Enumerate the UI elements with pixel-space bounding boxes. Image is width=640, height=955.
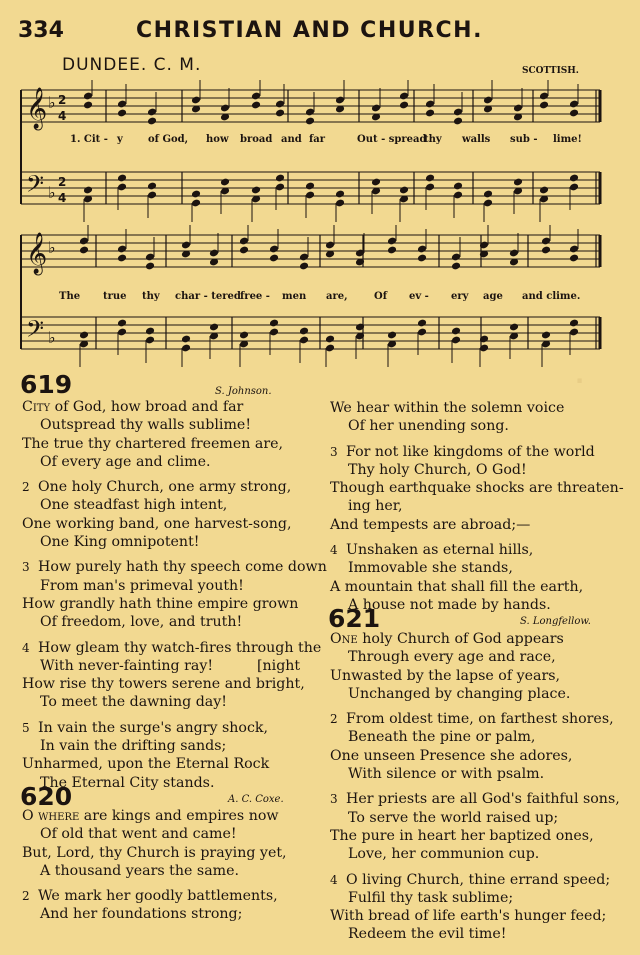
stanza-line: Of old that went and came!	[40, 826, 237, 843]
stanza-line: In vain the drifting sands;	[40, 738, 227, 755]
stanza-line: To meet the dawning day!	[40, 694, 227, 711]
stanza-line	[22, 719, 327, 737]
note-head	[299, 262, 309, 271]
lyric-syllable: Out - spread	[357, 134, 427, 145]
time-signature-top: 2	[58, 93, 67, 107]
flat-sign-icon: ♭	[48, 328, 56, 347]
note-head	[371, 178, 381, 187]
lyric-syllable: char - tered	[175, 291, 241, 302]
hymn-619-number: 619	[20, 370, 73, 399]
note-head	[425, 109, 435, 118]
note-head	[79, 331, 89, 340]
note-head	[79, 246, 89, 255]
stanza-line: Through every age and race,	[348, 649, 556, 666]
stanza-line: How grandly hath thine empire grown	[22, 595, 299, 612]
lyric-syllable: how	[206, 134, 229, 145]
bleed-through-mark: ·	[575, 367, 585, 395]
line-text: O living Church, thine errand speed;	[346, 871, 611, 888]
stanza	[22, 639, 327, 712]
line-text: In vain the surge's angry shock,	[38, 719, 269, 736]
stanza-line	[330, 710, 620, 728]
lyric-syllable: ev -	[409, 291, 429, 302]
time-signature-bottom: 4	[58, 191, 67, 205]
line-text: One holy Church, one army strong,	[38, 479, 292, 496]
note-head	[269, 254, 279, 263]
stanza	[330, 443, 624, 534]
note-head	[299, 327, 309, 336]
stanza-number: 2	[22, 889, 30, 904]
stanza-line: With never-fainting ray! [night	[40, 657, 301, 674]
page-number: 334	[18, 18, 64, 43]
line-text: of God, how broad and far	[50, 399, 244, 415]
hymn-621-text	[330, 630, 620, 951]
stanza-number: 4	[22, 640, 30, 655]
stanza-line	[22, 807, 287, 825]
hymn-620-text-part-2	[330, 399, 624, 621]
note-head	[145, 327, 155, 336]
note-head	[147, 182, 157, 191]
stanza-line: Unchanged by changing place.	[348, 685, 571, 702]
lyric-syllable: y	[117, 134, 123, 145]
note-head	[399, 186, 409, 195]
treble-clef-icon: 𝄞	[26, 233, 48, 274]
stanza-line: A house not made by hands.	[348, 596, 551, 613]
lyric-syllable: walls	[462, 134, 491, 145]
hymn-621-author: S. Longfellow.	[520, 616, 591, 627]
note-head	[251, 186, 261, 195]
stanza-number: 5	[22, 720, 30, 735]
page-title: CHRISTIAN AND CHURCH.	[136, 18, 483, 43]
stanza-line: But, Lord, thy Church is praying yet,	[22, 844, 287, 861]
lyric-syllable: broad	[240, 134, 273, 145]
note-head	[191, 190, 201, 199]
stanza	[330, 871, 620, 944]
lyric-syllable: true	[103, 291, 127, 302]
lyric-syllable: thy	[142, 291, 160, 302]
line-text: Her priests are all God's faithful sons,	[346, 791, 620, 808]
stanza	[22, 719, 327, 792]
stanza-line: Love, her communion cup.	[348, 846, 540, 863]
note-head	[117, 319, 127, 328]
stanza-line: The pure in heart her baptized ones,	[330, 827, 594, 844]
note-head	[335, 190, 345, 199]
flat-sign-icon: ♭	[48, 183, 56, 202]
note-head	[451, 262, 461, 271]
note-head	[569, 319, 579, 328]
stanza-line	[22, 478, 327, 496]
lyric-syllable: The	[59, 291, 81, 302]
note-head	[387, 246, 397, 255]
stanza-line: One King omnipotent!	[40, 534, 200, 551]
stanza-line	[22, 398, 327, 416]
stanza-line: The Eternal City stands.	[40, 774, 215, 791]
note-head	[417, 254, 427, 263]
hymn-619-text	[22, 398, 327, 799]
bass-clef-icon: 𝄢	[26, 315, 45, 348]
note-head	[83, 101, 93, 110]
stanza-line: We hear within the solemn voice	[330, 400, 565, 416]
stanza-line	[330, 871, 620, 889]
lyric-syllable: of God,	[148, 134, 189, 145]
stanza	[22, 807, 287, 880]
note-head	[220, 178, 230, 187]
stanza-line: And her foundations strong;	[40, 906, 243, 923]
first-words: One	[330, 631, 358, 647]
stanza-line: One working band, one harvest-song,	[22, 515, 292, 532]
note-head	[541, 331, 551, 340]
stanza-line	[330, 541, 624, 559]
flat-sign-icon: ♭	[48, 93, 56, 112]
line-text: For not like kingdoms of the world	[346, 443, 595, 460]
note-head	[399, 101, 409, 110]
line-text: From oldest time, on farthest shores,	[346, 711, 614, 728]
stanza	[22, 558, 327, 631]
stanza-line: Though earthquake shocks are threaten-	[330, 480, 624, 497]
note-head	[239, 331, 249, 340]
note-head	[83, 186, 93, 195]
stanza-line: Immovable she stands,	[348, 560, 513, 577]
stanza-line: Fulfil thy task sublime;	[348, 889, 514, 906]
stanza-line: With silence or with psalm.	[348, 766, 545, 783]
treble-clef-icon: 𝄞	[26, 88, 48, 129]
stanza-line: Redeem the evil time!	[348, 926, 507, 943]
stanza-line: ing her,	[348, 498, 403, 515]
stanza-continued	[330, 399, 624, 436]
stanza	[330, 710, 620, 783]
note-head	[569, 254, 579, 263]
lyric-syllable: and	[281, 134, 302, 145]
note-head	[147, 117, 157, 126]
stanza-number: 2	[22, 480, 30, 495]
line-text: How gleam thy watch-fires through the	[38, 639, 322, 656]
stanza-line: Of freedom, love, and truth!	[40, 614, 243, 631]
bass-clef-icon: 𝄢	[26, 170, 45, 203]
hymn-619-author: S. Johnson.	[215, 386, 272, 397]
stanza-line: One steadfast high intent,	[40, 497, 228, 514]
stanza-line: How rise thy towers serene and bright,	[22, 676, 305, 693]
stanza-number: 3	[330, 444, 338, 459]
note-head	[541, 246, 551, 255]
tune-composer: SCOTTISH.	[522, 66, 579, 76]
note-head	[539, 101, 549, 110]
note-head	[569, 109, 579, 118]
stanza-line: A mountain that shall fill the earth,	[330, 578, 584, 595]
line-text: How purely hath thy speech come down	[38, 559, 327, 576]
note-head	[417, 319, 427, 328]
music-system-1	[18, 80, 608, 222]
line-text: are kings and empires now	[79, 808, 279, 824]
stanza	[22, 478, 327, 551]
hymn-620-author: A. C. Coxe.	[228, 794, 284, 805]
stanza-line	[330, 790, 620, 808]
note-head	[539, 186, 549, 195]
stanza-line	[330, 630, 620, 648]
note-head	[117, 254, 127, 263]
note-head	[209, 323, 219, 332]
note-head	[275, 174, 285, 183]
line-text: Unshaken as eternal hills,	[346, 542, 534, 559]
stanza	[22, 398, 327, 471]
lyric-syllable: far	[309, 134, 326, 145]
stanza-line: From man's primeval youth!	[40, 577, 244, 594]
lyric-syllable: are,	[326, 291, 348, 302]
note-head	[513, 178, 523, 187]
note-head	[453, 182, 463, 191]
lyric-syllable: thy	[424, 134, 442, 145]
note-head	[181, 335, 191, 344]
note-head	[239, 246, 249, 255]
stanza-line: Unwasted by the lapse of years,	[330, 667, 561, 684]
note-head	[251, 101, 261, 110]
note-head	[117, 109, 127, 118]
note-head	[269, 319, 279, 328]
first-words: O where	[22, 808, 80, 824]
lyric-syllable: lime!	[553, 134, 582, 145]
note-head	[483, 190, 493, 199]
note-head	[117, 174, 127, 183]
stanza-line: Thy holy Church, O God!	[348, 461, 527, 478]
line-text: We mark her goodly battlements,	[38, 888, 278, 905]
lyric-syllable: ery	[451, 291, 469, 302]
note-head	[425, 174, 435, 183]
hymn-620-number: 620	[20, 782, 73, 811]
note-head	[325, 335, 335, 344]
stanza-line	[22, 558, 327, 576]
lyric-syllable: age	[483, 291, 503, 302]
hymn-621-number: 621	[328, 604, 381, 633]
line-overflow: [night	[257, 657, 301, 674]
stanza-line: And tempests are abroad;—	[330, 516, 531, 533]
stanza-number: 3	[330, 792, 338, 807]
flat-sign-icon: ♭	[48, 238, 56, 257]
time-signature-top: 2	[58, 175, 67, 189]
note-head	[569, 174, 579, 183]
stanza-line: The true thy chartered freemen are,	[22, 435, 284, 452]
stanza-number: 2	[330, 712, 338, 727]
stanza-line	[330, 443, 624, 461]
stanza-line	[22, 887, 287, 905]
lyric-syllable: men	[282, 291, 307, 302]
stanza-line: Unharmed, upon the Eternal Rock	[22, 756, 270, 773]
lyric-syllable: Of	[374, 291, 388, 302]
stanza-line: One unseen Presence she adores,	[330, 747, 573, 764]
note-head	[145, 262, 155, 271]
first-words: City	[22, 399, 51, 415]
lyric-syllable: sub -	[510, 134, 538, 145]
stanza-line: To serve the world raised up;	[348, 809, 559, 826]
stanza-line: Beneath the pine or palm,	[348, 729, 536, 746]
note-head	[509, 323, 519, 332]
note-head	[305, 117, 315, 126]
stanza-line: A thousand years the same.	[40, 862, 240, 879]
page-header	[18, 18, 622, 52]
stanza-line: Of her unending song.	[348, 418, 509, 435]
note-head	[451, 327, 461, 336]
note-head	[305, 182, 315, 191]
line-text: holy Church of God appears	[357, 631, 564, 647]
tune-name: DUNDEE. C. M.	[62, 55, 202, 75]
note-head	[275, 109, 285, 118]
stanza-number: 3	[22, 560, 30, 575]
note-head	[453, 117, 463, 126]
stanza-line: With bread of life earth's hunger feed;	[330, 908, 607, 925]
staff-system-1-graphic	[18, 80, 608, 222]
stanza-line: Outspread thy walls sublime!	[40, 417, 252, 434]
hymn-620-text-part-1	[22, 807, 287, 931]
lyric-syllable: and clime.	[522, 291, 581, 302]
stanza	[330, 790, 620, 863]
note-head	[387, 331, 397, 340]
stanza-line: Of every age and clime.	[40, 453, 211, 470]
time-signature-bottom: 4	[58, 109, 67, 123]
stanza	[330, 630, 620, 703]
stanza-number: 4	[330, 543, 338, 558]
stanza-line	[22, 639, 327, 657]
lyric-syllable: free -	[240, 291, 270, 302]
stanza	[22, 887, 287, 924]
stanza-number: 4	[330, 872, 338, 887]
lyric-syllable: 1. Cit -	[70, 134, 108, 145]
